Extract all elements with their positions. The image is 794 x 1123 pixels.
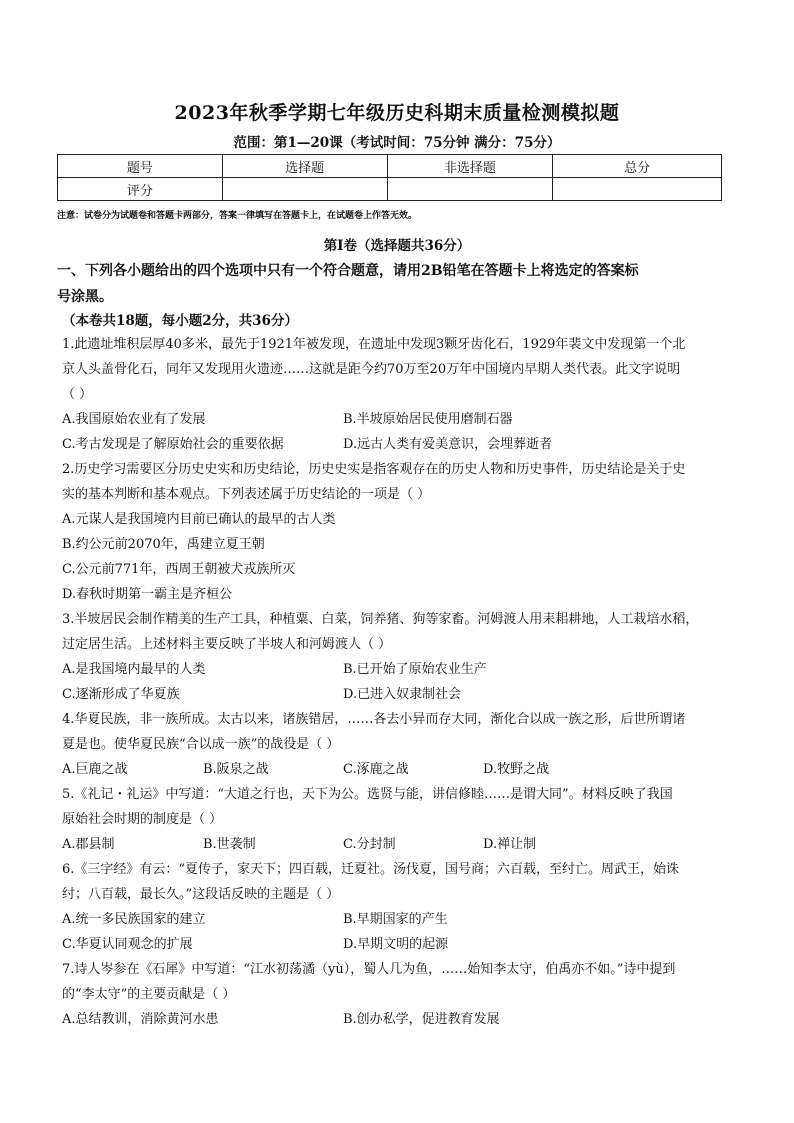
q5-option-c: C.分封制 <box>343 837 396 852</box>
q4-option-d: D.牧野之战 <box>483 762 550 777</box>
q3-option-a: A.是我国境内最早的人类 <box>62 662 206 677</box>
q6-option-d: D.早期文明的起源 <box>343 937 449 952</box>
q3-stem-line2: 过定居生活。上述材料主要反映了半坡人和河姆渡人（ ） <box>62 637 392 652</box>
q7-option-b: B.创办私学，促进教育发展 <box>343 1012 500 1027</box>
q3-option-d: D.已进入奴隶制社会 <box>343 687 462 702</box>
section-note: （本卷共18题，每小题2分，共36分） <box>62 313 298 329</box>
q1-stem-line2: 京人头盖骨化石，同年又发现用火遗迹……这就是距今约70万至20万年中国境内早期人类代表。此文字说明 <box>62 362 681 377</box>
exam-notice: 注意：试卷分为试题卷和答题卡两部分，答案一律填写在答题卡上，在试题卷上作答无效。 <box>57 211 418 221</box>
score-header-choice: 选择题 <box>222 155 387 178</box>
score-header-nonchoice: 非选择题 <box>387 155 553 178</box>
q1-option-d: D.远古人类有爱美意识，会埋葬逝者 <box>343 437 553 452</box>
q6-option-a: A.统一多民族国家的建立 <box>62 912 206 927</box>
q2-option-c: C.公元前771年，西周王朝被犬戎族所灭 <box>62 562 296 577</box>
score-table-header-row <box>58 155 722 178</box>
q5-stem-line2: 原始社会时期的制度是（ ） <box>62 812 223 827</box>
score-table <box>57 154 722 201</box>
q4-option-a: A.巨鹿之战 <box>62 762 128 777</box>
q2-option-d: D.春秋时期第一霸主是齐桓公 <box>62 587 233 602</box>
q2-stem-line2: 实的基本判断和基本观点。下列表述属于历史结论的一项是（ ） <box>62 487 431 502</box>
q1-stem-line3: （ ） <box>62 387 93 402</box>
section-heading-line2: 号涂黑。 <box>57 289 113 305</box>
q3-option-b: B.已开始了原始农业生产 <box>343 662 487 677</box>
part-title: 第Ⅰ卷（选择题共36分） <box>323 238 471 254</box>
q6-option-b: B.早期国家的产生 <box>343 912 448 927</box>
q6-stem-line1: 6.《三字经》有云：“夏传子，家天下；四百载，迁夏社。汤伐夏，国号商；六百载，至纣亡。周武王，始诛 <box>62 862 680 877</box>
exam-title: 2023年秋季学期七年级历史科期末质量检测模拟题 <box>174 102 620 124</box>
section-heading-line1: 一、下列各小题给出的四个选项中只有一个符合题意，请用2B铅笔在答题卡上将选定的答案标 <box>57 263 639 279</box>
score-cell-total <box>553 178 722 201</box>
q3-stem-line1: 3.半坡居民会制作精美的生产工具，种植粟、白菜，饲养猪、狗等家畜。河姆渡人用耒耜耕地，人工栽培水稻， <box>62 612 699 627</box>
q4-stem-line1: 4.华夏民族，非一族所成。太古以来，诸族错居，……各去小异而存大同，渐化合以成一族之形，后世所谓诸 <box>62 712 686 727</box>
q5-option-d: D.禅让制 <box>483 837 537 852</box>
score-row-label: 评分 <box>58 178 223 201</box>
q1-stem-line1: 1.此遗址堆积层厚40多米，最先于1921年被发现，在遗址中发现3颗牙齿化石，1929年裴文中发现第一个北 <box>62 337 686 352</box>
score-cell-choice <box>222 178 387 201</box>
q2-option-a: A.元谋人是我国境内目前已确认的最早的古人类 <box>62 512 336 527</box>
q5-stem-line1: 5.《礼记・礼运》中写道：“大道之行也，天下为公。选贤与能，讲信修睦……是谓大同”。材料反映了我国 <box>62 787 673 802</box>
q5-option-b: B.世袭制 <box>203 837 256 852</box>
q7-option-a: A.总结教训，消除黄河水患 <box>62 1012 219 1027</box>
score-header-number: 题号 <box>58 155 223 178</box>
section-heading <box>57 258 737 310</box>
q1-option-b: B.半坡原始居民使用磨制石器 <box>343 412 513 427</box>
q7-stem-line2: 的“李太守”的主要贡献是（ ） <box>62 987 236 1002</box>
q2-option-b: B.约公元前2070年，禹建立夏王朝 <box>62 537 265 552</box>
q1-option-c: C.考古发现是了解原始社会的重要依据 <box>62 437 284 452</box>
q4-option-c: C.涿鹿之战 <box>343 762 409 777</box>
q1-option-a: A.我国原始农业有了发展 <box>62 412 206 427</box>
score-cell-nonchoice <box>387 178 553 201</box>
q4-stem-line2: 夏是也。使华夏民族“合以成一族”的战役是（ ） <box>62 737 340 752</box>
q2-stem-line1: 2.历史学习需要区分历史史实和历史结论，历史史实是指客观存在的历史人物和历史事件，历史结论是关于史 <box>62 462 686 477</box>
score-header-total: 总分 <box>553 155 722 178</box>
score-table-score-row <box>58 178 722 201</box>
q3-option-c: C.逐渐形成了华夏族 <box>62 687 180 702</box>
q4-option-b: B.阪泉之战 <box>203 762 269 777</box>
q6-stem-line2: 纣；八百载，最长久。”这段话反映的主题是（ ） <box>62 887 340 902</box>
q5-option-a: A.郡县制 <box>62 837 115 852</box>
q6-option-c: C.华夏认同观念的扩展 <box>62 937 193 952</box>
q7-stem-line1: 7.诗人岑参在《石犀》中写道：“江水初荡潏（yù），蜀人几为鱼，……始知李太守，伯禹亦不如。”诗中提到 <box>62 962 676 977</box>
exam-subtitle: 范围：第1—20课（考试时间：75分钟 满分：75分） <box>233 135 561 151</box>
